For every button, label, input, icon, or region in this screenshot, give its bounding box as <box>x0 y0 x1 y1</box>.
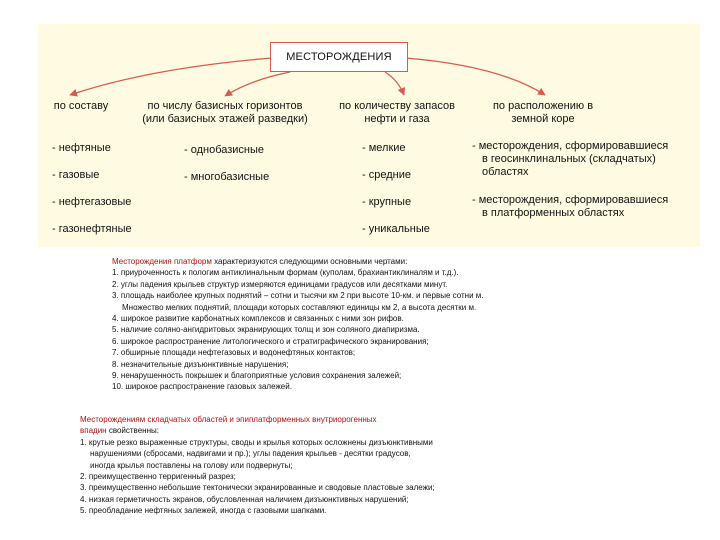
platform-line: 7. обширные площади нефтегазовых и водонефтяных контактов; <box>112 348 356 358</box>
platform-line: Множество мелких поднятий, площади которых составляют единицы км 2, а высота десятки м. <box>122 302 477 312</box>
item-line: в геосинклинальных (складчатых) <box>482 153 656 165</box>
category-label-line: нефти и газа <box>364 113 430 125</box>
fold-line: иногда крылья поставлены на голову или подвернуты; <box>90 460 293 470</box>
category-label-line: по расположению в <box>492 100 594 112</box>
category-label-line: земной коре <box>511 113 575 125</box>
item-line: областях <box>482 166 529 178</box>
platform-heading-highlight: Месторождения платформ <box>112 257 212 266</box>
category-horizons <box>120 100 330 126</box>
item-line: - месторождения, сформировавшиеся <box>472 140 669 152</box>
item-multi-basis: - многобазисные <box>184 171 270 183</box>
item-line: в платформенных областях <box>482 207 625 219</box>
category-label-line: по количеству запасов <box>339 100 455 112</box>
platform-line: 2. углы падения крыльев структур измеряются единицами градусов или десятками минут. <box>112 279 448 289</box>
item-small: - мелкие <box>362 142 406 154</box>
fold-line: 1. крутые резко выраженные структуры, своды и крылья которых осложнены дизъюнктивными <box>80 437 433 447</box>
item-geosyncline <box>472 140 668 179</box>
fold-heading-highlight: Месторождениям складчатых областей и эпиплатформенных внутриорогенных <box>80 415 377 424</box>
category-composition <box>36 100 126 113</box>
fold-line: 4. низкая герметичность экранов, обусловленная наличием дизъюнктивных нарушений; <box>80 494 409 504</box>
category-reserves <box>322 100 472 126</box>
platform-line: 6. широкое распространение литологического и стратиграфического экранирования; <box>112 336 429 346</box>
root-node: МЕСТОРОЖДЕНИЯ <box>270 42 408 72</box>
item-gas: - газовые <box>52 169 100 181</box>
category-label-line: (или базисных этажей разведки) <box>142 113 308 125</box>
fold-heading-highlight-2: впадин <box>80 426 107 436</box>
fold-description <box>80 414 435 517</box>
platform-line: 1. приуроченность к пологим антиклинальным формам (куполам, брахиантиклиналям и т.д.). <box>112 268 459 278</box>
platform-line: 8. незначительные дизъюнктивные нарушения; <box>112 359 289 369</box>
fold-line: 2. преимущественно терригенный разрез; <box>80 472 236 482</box>
platform-line: 9. ненарушенность покрышек и благоприятные условия сохранения залежей; <box>112 371 402 381</box>
item-unique: - уникальные <box>362 223 430 235</box>
fold-heading <box>80 425 435 436</box>
fold-line: 3. преимущественно небольшие тектонически экранированные и сводовые пластовые залежи; <box>80 483 435 493</box>
category-label-line: по числу базисных горизонтов <box>147 100 303 112</box>
platform-line: 3. площадь наиболее крупных поднятий – сотни и тысячи км 2 при высоте 10-км. и первые сотни м. <box>112 291 484 301</box>
platform-line: 4. широкое развитие карбонатных комплексов и связанных с ними зон рифов. <box>112 314 404 324</box>
item-large: - крупные <box>362 196 412 208</box>
platform-line: 10. широкое распространение газовых залежей. <box>112 382 292 392</box>
platform-heading <box>112 256 483 267</box>
category-location <box>478 100 608 126</box>
item-oil: - нефтяные <box>52 142 111 154</box>
item-single-basis: - однобазисные <box>184 144 265 156</box>
fold-line: 5. преобладание нефтяных залежей, иногда с газовыми шапками. <box>80 506 327 516</box>
platform-description <box>112 256 483 393</box>
category-label-line: по составу <box>53 100 109 112</box>
fold-line: нарушениями (сбросами, надвигами и пр.); углы падения крыльев - десятки градусов, <box>90 449 411 459</box>
platform-heading-rest: характеризуются следующими основными чертами: <box>211 257 408 266</box>
item-line: - месторождения, сформировавшиеся <box>472 194 669 206</box>
item-gas-oil: - газонефтяные <box>52 223 132 235</box>
item-oil-gas: - нефтегазовые <box>52 196 132 208</box>
item-medium: - средние <box>362 169 411 181</box>
platform-line: 5. наличие соляно-ангидритовых экранирующих толщ и зон соляного диапиризма. <box>112 325 420 335</box>
item-platform <box>472 194 668 220</box>
fold-heading-rest: свойственны: <box>106 426 159 436</box>
